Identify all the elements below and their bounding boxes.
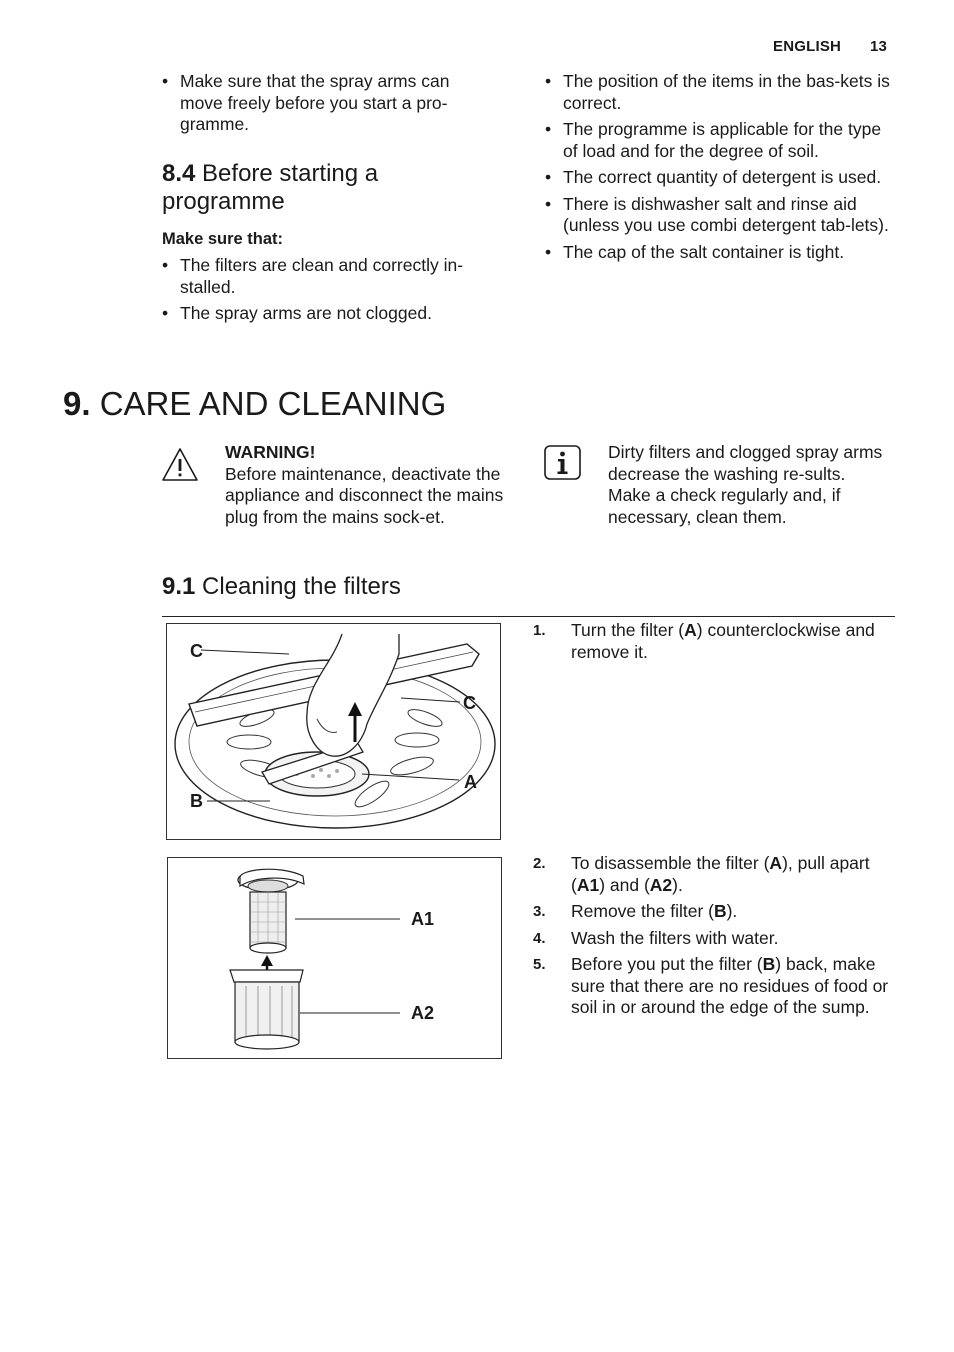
info-text-2: Make a check regularly and, if necessary, clean them. xyxy=(608,485,841,527)
list-item: • The cap of the salt container is tight. xyxy=(545,242,900,264)
label-c-right: C xyxy=(463,693,476,713)
list-item: • There is dishwasher salt and rinse aid (unless you use combi detergent tab-lets). xyxy=(545,194,900,237)
label-a2: A2 xyxy=(411,1003,435,1023)
chapter-title: CARE AND CLEANING xyxy=(99,385,447,422)
warning-block xyxy=(225,442,520,528)
section-8-4-intro: Make sure that: xyxy=(162,230,284,248)
section-number: 8.4 xyxy=(162,160,196,187)
text-run: Turn the filter ( xyxy=(571,620,685,640)
step-number: 5. xyxy=(533,956,546,973)
section-divider xyxy=(162,616,895,617)
text-run: ). xyxy=(672,874,683,895)
text-run: ) back, make sure that there are no residues of food or soil in or around the edge of the sump. xyxy=(571,954,889,1017)
top-right-bullet-list xyxy=(545,71,900,268)
info-text-1: Dirty filters and clogged spray arms decrease the washing re-sults. xyxy=(608,442,883,484)
step-text xyxy=(571,853,870,895)
section-number: 9.1 xyxy=(162,573,196,600)
text-run: ). xyxy=(726,901,738,921)
text-run: ) counterclockwise and remove it. xyxy=(571,620,875,662)
filter-disassembly-illustration xyxy=(167,857,502,1059)
chapter-number: 9. xyxy=(63,385,91,422)
filter-removal-illustration xyxy=(166,623,501,840)
text-run-bold: A1 xyxy=(576,874,600,895)
step-number: 4. xyxy=(533,929,546,947)
warning-heading: WARNING! xyxy=(225,442,316,462)
list-item: • Make sure that the spray arms can move freely before you start a pro-gramme. xyxy=(162,71,492,136)
text-run: ), pull apart ( xyxy=(571,853,870,895)
text-run: To disassemble the filter ( xyxy=(571,853,770,873)
list-item: • The filters are clean and correctly in-stalled. xyxy=(162,255,497,298)
warning-text: Before maintenance, deactivate the appliance and disconnect the mains plug from the mains sock-et. xyxy=(225,463,504,527)
list-item: • The programme is applicable for the type of load and for the degree of soil. xyxy=(545,119,900,162)
header-language: ENGLISH xyxy=(773,38,842,55)
text-run-bold: A xyxy=(684,620,697,640)
text-run-bold: A xyxy=(769,853,783,873)
label-c-left: C xyxy=(190,641,203,661)
label-b: B xyxy=(190,791,203,811)
step-text xyxy=(571,954,888,1017)
step-number: 2. xyxy=(533,855,546,872)
text-run: Before you put the filter ( xyxy=(571,954,763,974)
page-number: 13 xyxy=(870,38,888,55)
info-block xyxy=(608,442,898,528)
top-left-bullet-list xyxy=(162,71,492,141)
step-text: Wash the filters with water. xyxy=(571,927,779,948)
section-8-4-heading xyxy=(162,160,492,216)
text-run-bold: B xyxy=(713,901,727,921)
step-text xyxy=(571,901,737,921)
section-title: Before starting a programme xyxy=(162,160,379,215)
list-item: • The spray arms are not clogged. xyxy=(162,303,497,325)
step-text xyxy=(571,620,875,662)
label-a1: A1 xyxy=(411,909,435,929)
info-icon xyxy=(543,444,583,482)
list-item xyxy=(533,928,893,950)
step-list-1 xyxy=(533,620,893,668)
section-9-1-heading xyxy=(162,573,401,601)
list-item xyxy=(533,853,893,896)
warning-triangle-icon xyxy=(160,446,200,484)
step-number: 1. xyxy=(533,622,546,639)
text-run: Remove the filter ( xyxy=(571,901,714,921)
text-run: ) and ( xyxy=(599,874,650,895)
section-title: Cleaning the filters xyxy=(202,573,401,600)
text-run-bold: A2 xyxy=(649,874,673,895)
list-item: • The correct quantity of detergent is used. xyxy=(545,167,900,189)
step-list-2 xyxy=(533,853,893,1024)
label-a: A xyxy=(464,772,477,792)
section-8-4-bullet-list xyxy=(162,255,497,330)
list-item xyxy=(533,901,893,923)
step-number: 3. xyxy=(533,903,546,920)
text-run-bold: B xyxy=(762,954,776,974)
chapter-9-heading xyxy=(63,385,446,423)
list-item xyxy=(533,954,893,1019)
list-item: • The position of the items in the bas-kets is correct. xyxy=(545,71,900,114)
list-item xyxy=(533,620,893,663)
